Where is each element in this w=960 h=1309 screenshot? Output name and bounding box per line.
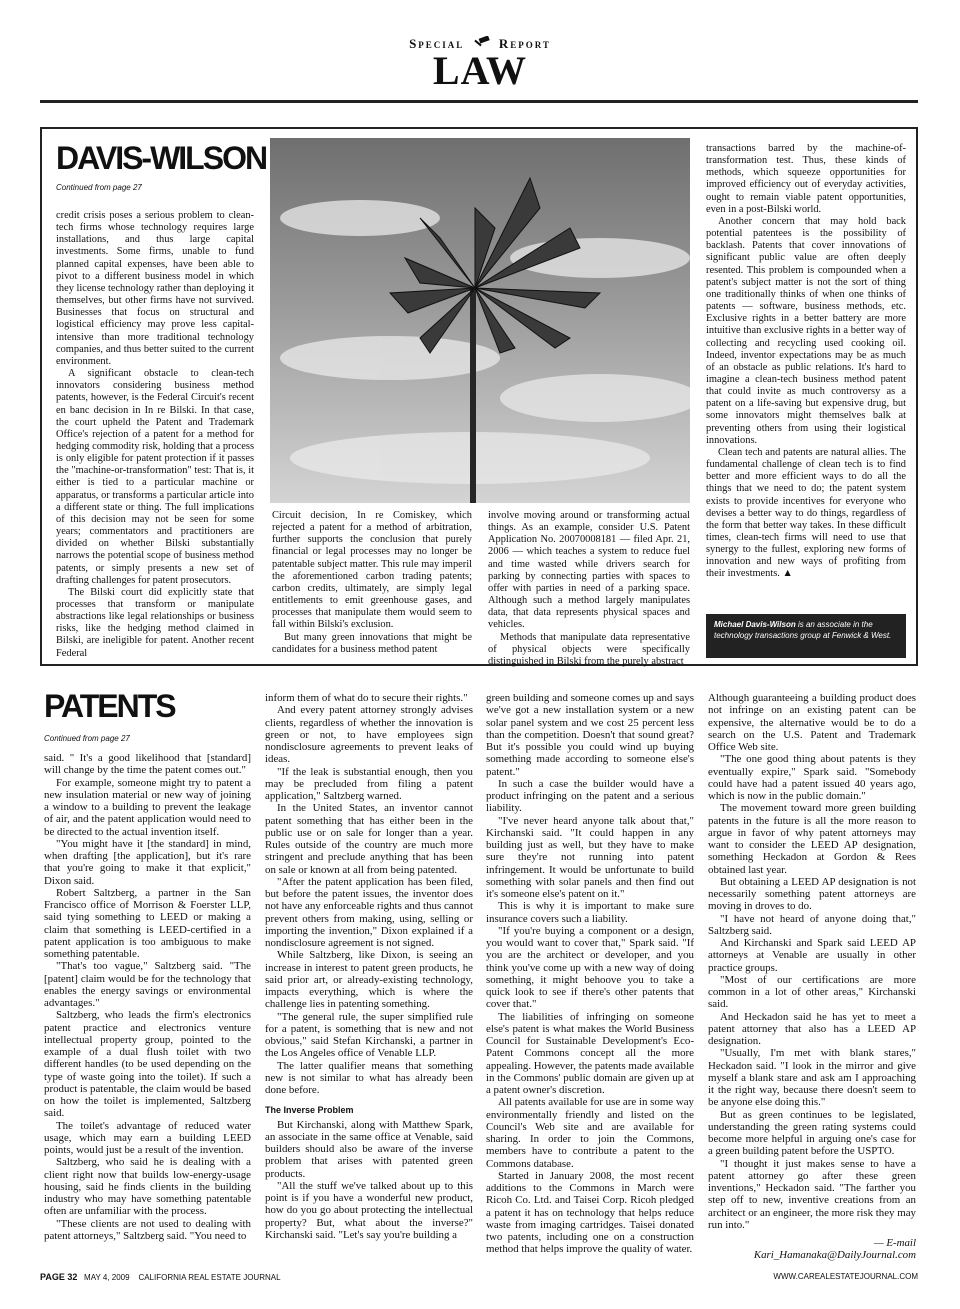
paragraph: Robert Saltzberg, a partner in the San Francisco office of Morrison & Foerster LLP, said tying something to LEED or making a claim that something is LEED-certified in a patent application is too ambiguous to make something patentable. <box>44 886 251 960</box>
paragraph: A significant obstacle to clean-tech innovators considering business method patents, however, is the Federal Circuit's recent en banc decision in In re Bilski. In that case, the court upheld the Patent and Trademark Office's rejection of a patent for a method for hedging commodity risk, holding that a process is only eligible for patent protection if it passes the "machine-or-transformation" test: That is, it either is tied to a particular machine or apparatus, or transforms a particular article into a different state or thing. The full implications of this decision may not be seen for some years; commentators and practitioners are divided on whether Bilski substantially narrows the potential scope of business method patents, or simply presents a new set of drafting challenges for patent prosecutors. <box>56 368 254 586</box>
paragraph: "If you're buying a component or a design, you would want to cover that," Spark said. "If you are the architect or developer, and you think you've come up with a new way of doing something, it might behoove you to take a quick look to see if there's other patents that cover that." <box>486 924 694 1011</box>
paragraph: While Saltzberg, like Dixon, is seeing an increase in interest to patent green products, he said prior art, or already-existing technology, impacts everything, which is where the challenge lies in patenting something. <box>265 949 473 1011</box>
paragraph: And Heckadon said he has yet to meet a patent attorney that also has a LEED AP designation. <box>708 1010 916 1047</box>
patents-column-4 <box>708 692 916 1262</box>
patents-continued: Continued from page 27 <box>44 734 130 743</box>
issue-date: MAY 4, 2009 <box>84 1273 130 1282</box>
paragraph: "All the stuff we've talked about up to this point is if you have a wonderful new product, how do you go about protecting the intellectual property? But, what about the inverse?" Kirchanski said. "Let's say you're building a <box>265 1179 473 1241</box>
paragraph: credit crisis poses a serious problem to clean-tech firms whose technology requires large installations, and thus large capital investments. Some firms, unable to fund planned capital expenses, have been able to pivot to a different business model in which they license technology rather than deploying it themselves, but other firms have not survived. Businesses that focus on structural and logistical efficiency may prove less capital-intensive than more traditional technology companies, and thus better suited to the current environment. <box>56 210 254 367</box>
paragraph: "That's too vague," Saltzberg said. "The [patent] claim would be for the technology that enables the energy savings or environmental advantages." <box>44 960 251 1009</box>
solar-tree-photo <box>270 138 690 503</box>
paragraph: In the United States, an inventor cannot patent something that has either been in the public use or on sale for longer than a year. Rules outside of the country are much more stringent and preclude anything that has been on sale or known at all from being patented. <box>265 802 473 876</box>
paragraph: This is why it is important to make sure insurance covers such a liability. <box>486 900 694 925</box>
author-bio-text: is an associate in the technology transactions group at Fenwick & West. <box>714 620 892 640</box>
feature-continued: Continued from page 27 <box>56 183 142 192</box>
paragraph: Saltzberg, who said he is dealing with a client right now that builds low-energy-usage housing, said he finds clients in the building industry who may have something patentable often are unfamiliar with the process. <box>44 1156 251 1218</box>
kicker-left: Special <box>409 36 465 51</box>
paragraph: In such a case the builder would have a product infringing on the patent and a serious liability. <box>486 777 694 815</box>
paragraph: said. " It's a good likelihood that [standard] will change by the time the patent comes out." <box>44 752 251 777</box>
paragraph: But obtaining a LEED AP designation is not necessarily something patent attorneys are moving in droves to do. <box>708 875 916 913</box>
paragraph: The Bilski court did explicitly state that processes that transform or manipulate abstractions like legal relationships or business risks, like the hedging method claimed in Bilski, are ineligible for patent. Another recent Federal <box>56 586 254 659</box>
paragraph: Methods that manipulate data representative of physical objects were specifically distinguished in Bilski from the purely abstract <box>488 631 690 667</box>
paragraph: All patents available for use are in some way environmentally friendly and listed on the Council's Web site and are available for sharing. In order to join the Commons, members have to contribute a patent to the Commons database. <box>486 1096 694 1170</box>
author-bio <box>706 614 906 658</box>
feature-column-2 <box>272 510 472 656</box>
paragraph: "The general rule, the super simplified rule for a patent, is something that is new and not obvious," said Stefan Kirchanski, a partner in the Los Angeles office of Venable LLP. <box>265 1010 473 1060</box>
feature-column-4 <box>706 143 906 581</box>
paragraph: And every patent attorney strongly advises clients, regardless of whether the innovation is green or not, to have employees sign nondisclosure agreements to prevent leaks of ideas. <box>265 704 473 766</box>
paragraph: "I've never heard anyone talk about that," Kirchanski said. "It could happen in any building just as well, but they have to make sure they're not running into patent infringement. It would be unfortunate to build something with solar panels and then find out it's someone else's patent on it." <box>486 814 694 900</box>
paragraph: Clean tech and patents are natural allies. The fundamental challenge of clean tech is to find better and more efficient ways to do all the things that we need to do; the patent system exists to provide incentives for everyone who devises a better way to do things, regardless of the form that better way takes. In these difficult times, clean-tech firms will need to use that synergy to the fullest, exploring new forms of innovation and new ways of profiting from their investments. ▲ <box>706 446 906 580</box>
website-url: WWW.CAREALESTATEJOURNAL.COM <box>773 1272 918 1281</box>
paragraph: "Most of our certifications are more common in a lot of other areas," Kirchanski said. <box>708 973 916 1011</box>
paragraph: "After the patent application has been filed, but before the patent issues, the inventor does not have any enforceable rights and thus cannot prevent others from making, using, selling or importing the invention," Dixon explained if a nondisclosure agreement is not signed. <box>265 875 473 949</box>
paragraph: Circuit decision, In re Comiskey, which rejected a patent for a method of arbitration, further supports the conclusion that purely financial or legal processes may no longer be patentable subject matter. This rule may imperil the aforementioned carbon trading patents; carbon credits, ultimately, are simply legal entitlements to emit greenhouse gases, and processes that manipulate them would seem to fall within Bilski's exclusion. <box>272 510 472 631</box>
paragraph: The latter qualifier means that something new is not similar to what has already been done before. <box>265 1059 473 1096</box>
paragraph: For example, someone might try to patent a new insulation material or new way of joining a window to a building to prevent the leakage of air, and the patent application would need to be directed to the actual invention itself. <box>44 776 251 838</box>
feature-headline: DAVIS-WILSON <box>56 140 267 176</box>
paragraph: Saltzberg, who leads the firm's electronics patent practice and electronics venture intellectual property group, pointed to the example of a dual flush toilet with two different handles (to be used depending on the type of waste going into the toilet). If such a product is patentable, the claim would be based on how the toilet is implemented, Saltzberg said. <box>44 1009 251 1120</box>
paragraph: "I thought it just makes sense to have a patent attorney go after these green inventions," Heckadon said. "The farther you step off to new, inventive creations from an architect or an engineer, the more risk they may run into." <box>708 1157 916 1231</box>
page-number: PAGE 32 <box>40 1272 78 1282</box>
paragraph: But Kirchanski, along with Matthew Spark, an associate in the same office at Venable, said builders should also be aware of the inverse problem that arises with patented green products. <box>265 1118 473 1180</box>
paragraph: Another concern that may hold back potential patentees is the possibility of backlash. Patents that cover innovations of significant public value are often deeply resented. This problem is compounded when a patent's subject matter is not the sort of thing one traditionally thinks of when one thinks of patents — software, business methods, etc. Exclusive rights in a better battery are more intuitive than exclusive rights in a better way of collecting and recycling used cooking oil. Indeed, inventor expectations may be as much of an obstacle as public relations. It's hard to imagine a clean-tech business method patent that could invite as much controversy as a patent on a life-saving but expensive drug, but some innovators might themselves balk at preventing others from using their logistical innovations. <box>706 215 906 446</box>
subhead: The Inverse Problem <box>265 1105 354 1116</box>
paragraph: The liabilities of infringing on someone else's patent is what makes the World Business Council for Sustainable Development's Eco-Patent Commons concept all the more appealing. However, the patents made available in the Commons' public domain are given up at a patent owner's discretion. <box>486 1010 694 1096</box>
paragraph: "Usually, I'm met with blank stares," Heckadon said. "I look in the mirror and give myself a blank stare and ask am I approaching it the right way, because there doesn't seem to be anyone else doing this." <box>708 1047 916 1109</box>
patents-column-2 <box>265 692 473 1241</box>
paragraph: "These clients are not used to dealing with patent attorneys," Saltzberg said. "You need to <box>44 1217 251 1242</box>
publication-name: CALIFORNIA REAL ESTATE JOURNAL <box>138 1273 281 1282</box>
author-name: Michael Davis-Wilson <box>714 620 796 629</box>
paragraph: "I have not heard of anyone doing that," Saltzberg said. <box>708 912 916 937</box>
masthead <box>0 36 960 93</box>
paragraph: The movement toward more green building patents in the future is all the more reason to argue in favor of why patent attorneys may want to consider the LEED AP designation, something Heckadon at Gordon & Rees obtained last year. <box>708 802 916 876</box>
email-signoff: — E-mail Kari_Hamanaka@DailyJournal.com <box>753 1237 916 1262</box>
page-footer <box>40 1272 918 1282</box>
paragraph: involve moving around or transforming actual things. As an example, consider U.S. Patent Application No. 20070008181 — filed Apr. 21, 2006 — which teaches a system to reduce fuel and time wasted while drivers search for parking by connecting parties with spaces to offer with parties in need of a parking space. Although such a method largely manipulates data, that data represents physical spaces and vehicles. <box>488 510 690 631</box>
paragraph: transactions barred by the machine-of-transformation test. Thus, these kinds of methods, which squeeze opportunities for improved efficiency out of everyday activities, ought to remain viable patent opportunities, even in a post-Bilski world. <box>706 143 906 215</box>
paragraph: But many green innovations that might be candidates for a business method patent <box>272 631 472 655</box>
patents-column-3 <box>486 692 694 1256</box>
feature-column-1 <box>56 210 254 660</box>
divider <box>40 100 918 103</box>
paragraph: "If the leak is substantial enough, then you may be precluded from filing a patent application," Saltzberg warned. <box>265 765 473 802</box>
paragraph: But as green continues to be legislated, understanding the green rating systems could become more helpful in arguing one's case for a green building patent before the USPTO. <box>708 1108 916 1158</box>
paragraph: inform them of what do to secure their rights." <box>265 692 468 704</box>
feature-column-3 <box>488 510 690 668</box>
section-title: LAW <box>432 48 528 93</box>
patents-column-1 <box>44 752 251 1242</box>
paragraph: "The one good thing about patents is they eventually expire," Spark said. "Somebody could have had a patent issued 40 years ago, which is now in the public domain." <box>708 753 916 802</box>
paragraph: Started in January 2008, the most recent additions to the Commons in March were Ricoh Co. Ltd. and Taisei Corp. Ricoh pledged a patent it has on technology that helps reduce waste from imaging cartridges. Taisei donated two patents, including one on a construction method that helps improve the quality of water. <box>486 1169 694 1256</box>
paragraph: And Kirchanski and Spark said LEED AP attorneys at Venable are usually in other practice groups. <box>708 937 916 974</box>
paragraph: green building and someone comes up and says we've got a new installation system or a new solar panel system and we cost 25 percent less than the competition. Doesn't that sound great? But it's possible you could wind up buying something made according to someone else's patent." <box>486 692 694 778</box>
paragraph: "You might have it [the standard] in mind, when drafting [the application], but it's rare that you're going to make it that explicit," Dixon said. <box>44 837 251 887</box>
paragraph: The toilet's advantage of reduced water usage, which may earn a building LEED points, would just be a result of the invention. <box>44 1119 251 1156</box>
paragraph: Although guaranteeing a building product does not infringe on an existing patent can be expensive, the alternative would be to do a search on the U.S. Patent and Trademark Office Web site. <box>708 692 916 753</box>
patents-headline: PATENTS <box>44 688 175 724</box>
kicker-right: Report <box>498 36 551 51</box>
